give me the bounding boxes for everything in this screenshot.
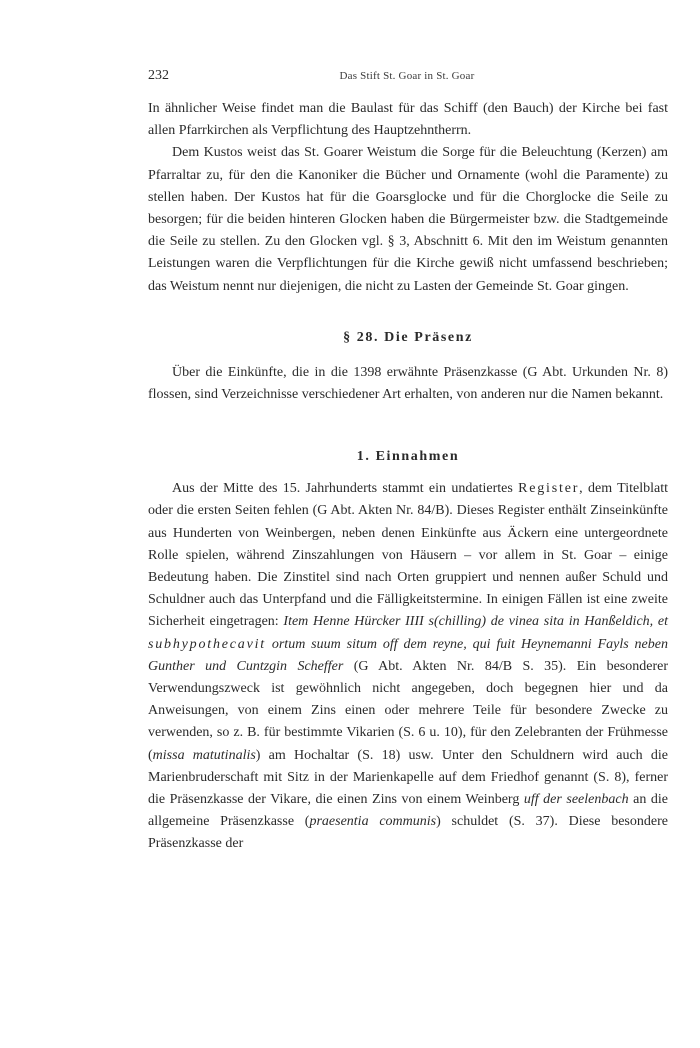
latin-term: missa matutinalis <box>152 747 256 763</box>
running-head <box>148 68 666 86</box>
text-run: Aus der Mitte des 15. Jahrhunderts stammt ein undatiertes <box>172 481 519 497</box>
latin-quote: Item Henne Hürcker IIII s(chilling) de vinea sita in Hanßeldich, et <box>283 614 668 630</box>
subsection-heading: 1. Einnahmen <box>356 449 460 465</box>
paragraph-baulast: In ähnlicher Weise findet man die Baulast für das Schiff (den Bauch) der Kirche bei fast allen Pfarrkirchen als Verpflichtung des Hauptzehntherrn. <box>148 101 668 139</box>
text-run: (G Abt. Akten Nr. 84/B S. 35). Ein besonderer Verwendungszweck ist gewöhnlich nicht angegeben, doch begegnen hier und da Anweisungen, von einem Zins einen oder mehrere Teile für besondere Zwecke zu verwenden, so z. B. für bestimmte Vikarien (S. 6 u. 10), für den Zelebranten der Frühmesse ( <box>148 658 668 763</box>
spaced-term: Register <box>518 481 580 497</box>
text-run: ) schuldet (S. 37). Diese besondere Präsenzkasse der <box>148 814 668 852</box>
place-name: uff der seelenbach <box>523 792 629 808</box>
section-heading: § 28. Die Präsenz <box>343 329 473 345</box>
paragraph-einnahmen <box>148 478 668 855</box>
paragraph-kustos: Dem Kustos weist das St. Goarer Weistum die Sorge für die Beleuchtung (Kerzen) am Pfarraltar zu, für den die Kanoniker die Bücher und Ornamente (wohl die Paramente) zu stellen haben. Der Kustos hat für die Goarsglocke und für die Chorglocke die Seile zu besorgen; für die beiden hinteren Glocken haben die Bürgermeister bzw. die Stadtgemeinde die Seile zu stellen. Zu den Glocken vgl. § 3, Abschnitt 6. Mit den im Weistum genannten Leistungen waren die Verpflichtungen für die Kirche gewiß nicht umfassend beschrieben; das Weistum nennt nur diejenigen, die nicht zu Lasten der Gemeinde St. Goar gingen. <box>148 145 668 294</box>
text-run: an die allgemeine Präsenzkasse ( <box>148 792 668 830</box>
text-run: ) am Hochaltar (S. 18) usw. Unter den Schuldnern wird auch die Marienbruderschaft mit Sitz in der Marienkapelle auf dem Friedhof genannt (S. 8), ferner die Präsenzkasse der Vikare, die einen Zins von einem Weinberg <box>148 747 668 808</box>
running-title: Das Stift St. Goar in St. Goar <box>339 70 475 82</box>
text-run: , dem Titelblatt oder die ersten Seiten fehlen (G Abt. Akten Nr. 84/B). Dieses Register enthält Zinseinkünfte aus Hunderten von Weinbergen, neben denen Einkünfte aus Äckern eine untergeordnete Rolle spielen, während Zinszahlungen von Häusern – vor allem in St. Goar – einige Bedeutung haben. Die Zinstitel sind nach Orten gruppiert und nennen außer Schuld und Schuldner auch das Unterpfand und die Fälligkeitstermine. In einigen Fällen ist eine zweite Sicherheit eingetragen: <box>148 481 668 630</box>
page-number: 232 <box>148 68 169 83</box>
paragraph-praesenz-intro: Über die Einkünfte, die in die 1398 erwähnte Präsenzkasse (G Abt. Urkunden Nr. 8) flossen, sind Verzeichnisse verschiedener Art erhalten, von anderen nur die Namen bekannt. <box>148 364 668 403</box>
spaced-latin-term: subhypothecavit <box>148 636 266 652</box>
latin-quote: ortum suum situm off dem reyne, qui fuit Heynemanni Fayls neben Gunther und Cuntzgin Scheffer <box>148 636 668 674</box>
body-text <box>148 98 668 856</box>
latin-term: praesentia communis <box>309 814 437 830</box>
